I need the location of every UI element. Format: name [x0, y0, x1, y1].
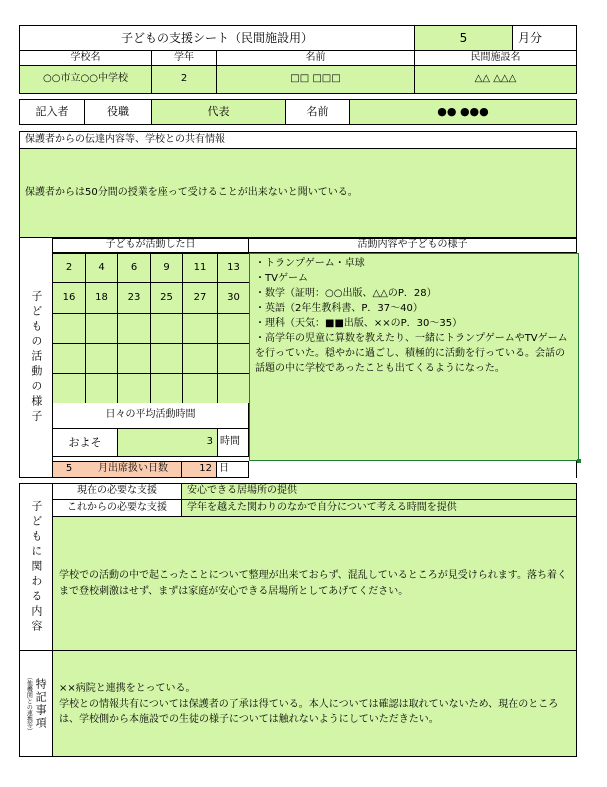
days-unit: 日: [217, 461, 249, 478]
activity-content-list: [250, 254, 578, 378]
activity-line: ・高学年の児童に算数を教えたり、一緒にトランプゲームやTVゲームを行っていた。穏やかに過ごし、積極的に活動を行っている。会話の話題の中に学校であったことも出てくるようになった。: [255, 333, 568, 374]
activity-blank: [249, 461, 577, 478]
school-name-label: 学校名: [19, 51, 152, 66]
special-side-cell: [19, 651, 52, 757]
special-text-body: [53, 651, 576, 731]
special-line-2: 学校との情報共有については保護者の了承は得ている。本人については確認は取れていないため、現在のところは、学校側から本施設での生徒の様子については触れないようにしていただきたい。: [59, 698, 559, 725]
days-heading: 子どもが活動した日: [52, 238, 249, 253]
support-side-cell: [19, 483, 52, 651]
activity-side-label: 子どもの活動の様子: [29, 290, 43, 425]
special-side-note: （他機関との連携等）: [25, 673, 33, 734]
facility-name-value[interactable]: △△ △△△: [415, 66, 577, 94]
activity-line: ・トランプゲーム・卓球: [255, 258, 365, 269]
day-cell[interactable]: [217, 343, 250, 374]
day-cell[interactable]: [117, 373, 151, 404]
day-cell[interactable]: [117, 343, 151, 374]
attend-month[interactable]: 5: [52, 461, 85, 478]
day-cell[interactable]: [117, 313, 151, 344]
day-cell[interactable]: 2: [52, 253, 86, 283]
day-cell[interactable]: 13: [217, 253, 250, 283]
cell-resize-handle[interactable]: [577, 459, 581, 463]
future-support-label: これからの必要な支援: [52, 500, 182, 517]
support-text[interactable]: [52, 517, 577, 651]
school-name-value[interactable]: ○○市立○○中学校: [19, 66, 152, 94]
day-cell[interactable]: [217, 313, 250, 344]
role-value[interactable]: 代表: [152, 99, 286, 125]
day-cell[interactable]: 16: [52, 282, 86, 314]
day-cell[interactable]: [217, 373, 250, 404]
day-cell[interactable]: [85, 373, 118, 404]
future-support-value[interactable]: 学年を越えた関わりのなかで自分について考える時間を提供: [182, 500, 577, 517]
day-cell[interactable]: [85, 313, 118, 344]
day-cell[interactable]: [150, 343, 183, 374]
attend-label: 月出席扱い日数: [85, 461, 182, 478]
shared-info-text[interactable]: 保護者からは50分間の授業を座って受けることが出来ないと聞いている。: [19, 149, 577, 238]
day-cell[interactable]: [52, 343, 86, 374]
day-cell[interactable]: [85, 343, 118, 374]
day-cell[interactable]: 30: [217, 282, 250, 314]
hours-unit: 時間: [217, 429, 249, 457]
day-cell[interactable]: 23: [117, 282, 151, 314]
day-cell[interactable]: [182, 343, 218, 374]
grade-value[interactable]: 2: [152, 66, 217, 94]
day-cell[interactable]: 6: [117, 253, 151, 283]
support-text-body: 学校での活動の中で起こったことについて整理が出来ておらず、混乱しているところが見受けられます。落ち着くまで登校刺激はせず、まずは家庭が安心できる居場所としてあげてください。: [59, 570, 567, 597]
activity-content[interactable]: [249, 253, 579, 461]
day-cell[interactable]: 9: [150, 253, 183, 283]
day-cell[interactable]: 4: [85, 253, 118, 283]
content-heading: 活動内容や子どもの様子: [249, 238, 577, 253]
special-side-label: 特記事項: [34, 677, 48, 730]
role-label: 役職: [85, 99, 152, 125]
activity-line: ・理科（天気：■■出版、××のP．30～35）: [255, 318, 463, 329]
day-cell[interactable]: [150, 313, 183, 344]
avg-value[interactable]: 3: [117, 429, 217, 457]
day-cell[interactable]: [52, 313, 86, 344]
day-cell[interactable]: 27: [182, 282, 218, 314]
approx-label: およそ: [52, 429, 117, 457]
current-support-label: 現在の必要な支援: [52, 483, 182, 500]
shared-info-heading: 保護者からの伝達内容等、学校との共有情報: [19, 131, 577, 149]
activity-side-cell: [19, 238, 52, 478]
day-cell[interactable]: 11: [182, 253, 218, 283]
attend-days[interactable]: 12: [182, 461, 217, 478]
day-cell[interactable]: [150, 373, 183, 404]
activity-line: ・英語（2年生教科書、P．37～40）: [255, 303, 423, 314]
student-name-label: 名前: [217, 51, 415, 66]
current-support-value[interactable]: 安心できる居場所の提供: [182, 483, 577, 500]
recorder-name-value[interactable]: ●● ●●●: [350, 99, 577, 125]
sheet-title: 子どもの支援シート（民間施設用）: [19, 25, 415, 51]
special-line-1: ××病院と連携をとっている。: [59, 683, 196, 694]
day-cell[interactable]: [52, 373, 86, 404]
recorder-label: 記入者: [19, 99, 85, 125]
day-cell[interactable]: 18: [85, 282, 118, 314]
special-text[interactable]: [52, 651, 577, 757]
support-side-label: 子どもに関わる内容: [29, 499, 43, 635]
month-label: 月分: [513, 25, 577, 51]
activity-line: ・数学（証明：○○出版、△△のP．28）: [255, 288, 437, 299]
recorder-name-label: 名前: [286, 99, 350, 125]
day-cell[interactable]: [182, 313, 218, 344]
day-cell[interactable]: [182, 373, 218, 404]
month-value[interactable]: 5: [415, 25, 513, 51]
avg-heading: 日々の平均活動時間: [52, 403, 249, 429]
student-name-value[interactable]: □□ □□□: [217, 66, 415, 94]
day-cell[interactable]: 25: [150, 282, 183, 314]
facility-label: 民間施設名: [415, 51, 577, 66]
activity-line: ・TVゲーム: [255, 273, 308, 284]
grade-label: 学年: [152, 51, 217, 66]
